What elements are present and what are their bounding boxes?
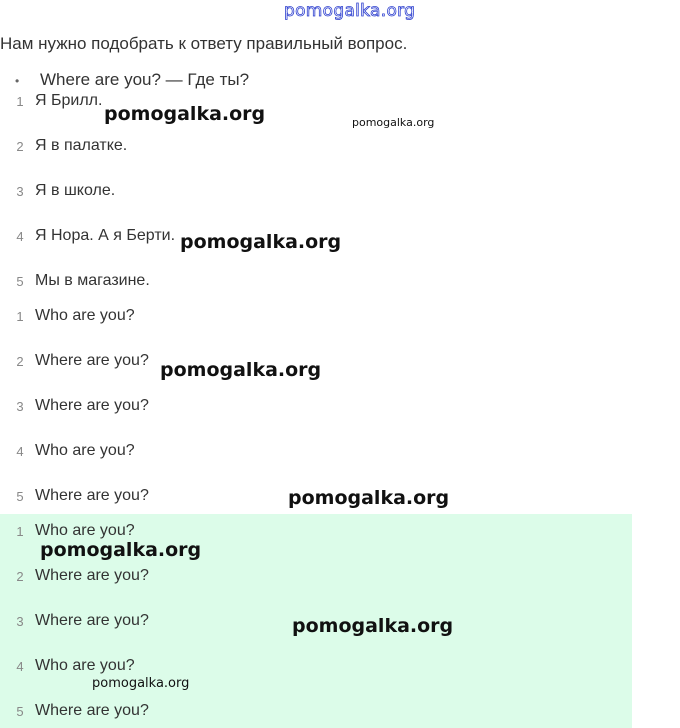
watermark: pomogalka.org bbox=[288, 487, 450, 509]
watermark: pomogalka.org bbox=[40, 539, 202, 561]
item-number: 3 bbox=[16, 399, 24, 414]
watermark: pomogalka.org bbox=[180, 231, 342, 253]
site-logo: pomogalka.org bbox=[284, 1, 416, 21]
item-text: Where are you? bbox=[35, 397, 149, 414]
item-number: 3 bbox=[16, 614, 24, 629]
item-text: Who are you? bbox=[35, 522, 135, 539]
item-text: Who are you? bbox=[35, 657, 135, 674]
item-number: 2 bbox=[16, 139, 24, 154]
item-text: Я в палатке. bbox=[35, 137, 128, 154]
bullet-dot-icon: • bbox=[15, 74, 20, 88]
item-text: Я Брилл. bbox=[35, 92, 103, 109]
item-number: 2 bbox=[16, 569, 24, 584]
item-number: 5 bbox=[16, 489, 24, 504]
item-text: Where are you? bbox=[35, 352, 149, 369]
item-number: 4 bbox=[16, 229, 24, 244]
watermark: pomogalka.org bbox=[92, 676, 190, 691]
item-text: Who are you? bbox=[35, 307, 135, 324]
watermark: pomogalka.org bbox=[352, 116, 435, 129]
item-number: 5 bbox=[16, 704, 24, 719]
item-number: 5 bbox=[16, 274, 24, 289]
bullet-text: Where are you? — Где ты? bbox=[40, 70, 250, 89]
item-text: Мы в магазине. bbox=[35, 272, 150, 289]
bullet-item bbox=[15, 70, 315, 90]
item-text: Я Нора. А я Берти. bbox=[35, 227, 176, 244]
item-number: 1 bbox=[16, 309, 24, 324]
item-number: 3 bbox=[16, 184, 24, 199]
item-number: 2 bbox=[16, 354, 24, 369]
item-number: 1 bbox=[16, 94, 24, 109]
item-text: Я в школе. bbox=[35, 182, 116, 199]
item-text: Where are you? bbox=[35, 487, 149, 504]
item-text: Where are you? bbox=[35, 612, 149, 629]
item-number: 4 bbox=[16, 659, 24, 674]
item-text: Who are you? bbox=[35, 442, 135, 459]
item-number: 1 bbox=[16, 524, 24, 539]
watermark: pomogalka.org bbox=[104, 103, 266, 125]
item-number: 4 bbox=[16, 444, 24, 459]
watermark: pomogalka.org bbox=[160, 359, 322, 381]
intro-text: Нам нужно подобрать к ответу правильный вопрос. bbox=[0, 34, 408, 53]
item-text: Where are you? bbox=[35, 567, 149, 584]
item-text: Where are you? bbox=[35, 702, 149, 719]
watermark: pomogalka.org bbox=[292, 615, 454, 637]
